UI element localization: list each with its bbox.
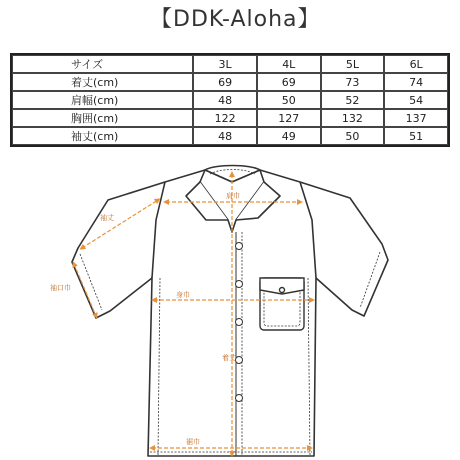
value-cell: 69: [257, 73, 321, 91]
sleeve-label: 袖丈: [100, 214, 114, 222]
value-cell: 51: [384, 127, 448, 145]
table-row: [12, 91, 448, 109]
row-label-cell: 着丈(cm): [12, 73, 193, 91]
value-cell: 122: [193, 109, 257, 127]
page-title: 【DDK-Aloha】: [150, 7, 321, 32]
row-label-cell: 肩幅(cm): [12, 91, 193, 109]
size-header-cell: 6L: [384, 55, 448, 73]
value-cell: 54: [384, 91, 448, 109]
size-header-cell: 4L: [257, 55, 321, 73]
value-cell: 50: [257, 91, 321, 109]
value-cell: 132: [321, 109, 385, 127]
size-table: [10, 53, 450, 147]
value-cell: 74: [384, 73, 448, 91]
value-cell: 48: [193, 91, 257, 109]
value-cell: 48: [193, 127, 257, 145]
value-cell: 49: [257, 127, 321, 145]
row-label-cell: 袖丈(cm): [12, 127, 193, 145]
value-cell: 52: [321, 91, 385, 109]
value-cell: 73: [321, 73, 385, 91]
table-row: [12, 73, 448, 91]
chest-pocket: [260, 278, 304, 330]
table-header-row: [12, 55, 448, 73]
chest-label: 身巾: [176, 291, 190, 299]
header-label-cell: サイズ: [12, 55, 193, 73]
size-header-cell: 5L: [321, 55, 385, 73]
value-cell: 69: [193, 73, 257, 91]
shirt-measurement-diagram: [0, 160, 460, 460]
length-label: 着丈: [222, 354, 236, 362]
sleeve-opening-label: 袖口巾: [50, 284, 71, 292]
table-row: [12, 109, 448, 127]
size-header-cell: 3L: [193, 55, 257, 73]
value-cell: 50: [321, 127, 385, 145]
value-cell: 127: [257, 109, 321, 127]
value-cell: 137: [384, 109, 448, 127]
hem-label: 裾巾: [186, 438, 200, 446]
row-label-cell: 胸囲(cm): [12, 109, 193, 127]
table-row: [12, 127, 448, 145]
shoulder-label: 肩巾: [226, 192, 240, 200]
